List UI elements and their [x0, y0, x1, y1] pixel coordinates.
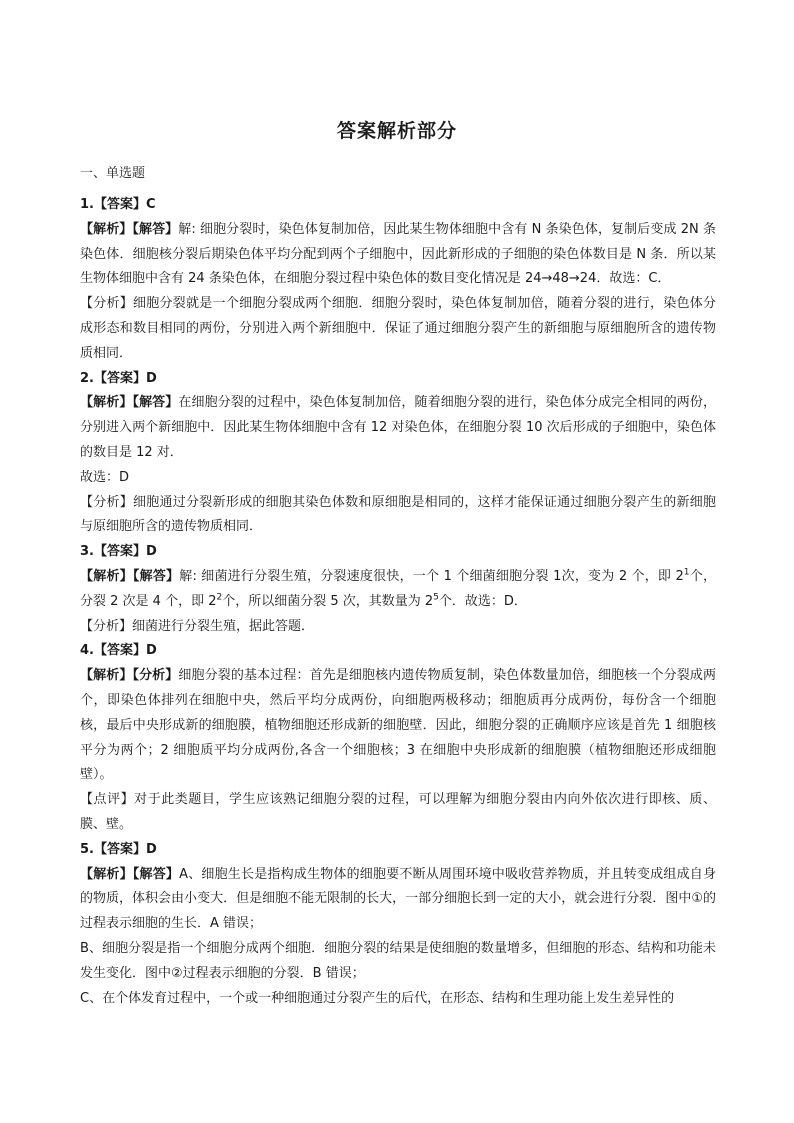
q5-analysis-a-text: A、细胞生长是指构成生物体的细胞要不断从周围环境中吸收营养物质，并且转变成组成自身的物质，体积会由小变大．但是细胞不能无限制的长大，一部分细胞长到一定的大小，就会进行分裂．图中①的过程表示细胞的生长．A 错误； [80, 866, 716, 932]
q4-comment-text: 对于此类题目，学生应该熟记细胞分裂的过程，可以理解为细胞分裂由内向外依次进行即核、质、膜、壁。 [80, 792, 716, 832]
section-heading: 一、单选题 [80, 166, 146, 181]
q2-fenxi-tag: 【分析】 [80, 494, 134, 510]
q4-analysis-text: 细胞分裂的基本过程：首先是细胞核内遗传物质复制，染色体数量加倍，细胞核一个分裂成两个，即染色体排列在细胞中央，然后平均分成两份，向细胞两极移动；细胞质再分成两份，每份含一个细胞核，最后中央形成新的细胞膜，植物细胞还形成新的细胞壁．因此，细胞分裂的正确顺序应该是首先 1 细胞核平分为两个；2 细胞质平均分成两份,各含一个细胞核；3 在细胞中央形成新的细胞膜（植物细胞还形成细胞壁）。 [80, 668, 716, 783]
q1-analysis-tag: 【解析】【解答】 [80, 221, 179, 237]
q3-analysis-part-2: 个，分裂 2 次是 4 个，即 2 [80, 568, 716, 609]
q2-answer: D [146, 370, 157, 386]
q2-analysis-text: 在细胞分裂的过程中，染色体复制加倍，随着细胞分裂的进行，染色体分成完全相同的两份，分别进入两个新细胞中．因此某生物体细胞中含有 12 对染色体，在细胞分裂 10 次后形成的子细胞中，染色体的数目是 12 对． [80, 395, 716, 460]
q3-exponent-2: 2 [216, 592, 223, 603]
q4-number: 4. [80, 643, 94, 659]
q1-fenxi [80, 292, 716, 366]
q5-number: 5. [80, 841, 94, 857]
q5-analysis-b: B、细胞分裂是指一个细胞分成两个细胞．细胞分裂的结果是使细胞的数量增多，但细胞的形态、结构和功能未发生变化．图中②过程表示细胞的分裂．B 错误； [80, 940, 716, 981]
q3-analysis-part-1: 解: 细菌进行分裂生殖，分裂速度很快，一个 1 个细菌细胞分裂 1次，变为 2 个，即 2 [179, 568, 684, 584]
q1-number: 1. [80, 197, 94, 212]
q4-answer-tag: 【答案】 [93, 643, 146, 659]
q2-fenxi-text: 细胞通过分裂新形成的细胞其染色体数和原细胞是相同的，这样才能保证通过细胞分裂产生的新细胞与原细胞所含的遗传物质相同． [80, 494, 716, 535]
q1-analysis-text: 解: 细胞分裂时，染色体复制加倍，因此某生物体细胞中含有 N 条染色体，复制后变成 2N 条染色体．细胞核分裂后期染色体平均分配到两个子细胞中，因此新形成的子细胞的染色体数目是 N 条．所以某生物体细胞中含有 24 条染色体，在细胞分裂过程中染色体的数目变化情况是 24→48→24．故选：C． [80, 221, 716, 287]
q3-analysis-part-4: 个．故选：D． [438, 593, 527, 609]
q1-answer-tag: 【答案】 [93, 197, 146, 212]
q3-fenxi-tag: 【分析】 [80, 618, 133, 634]
q2-answer-tag: 【答案】 [93, 370, 146, 386]
q3-analysis-tag: 【解析】【解答】 [80, 568, 180, 584]
q5-analysis-tag: 【解析】【解答】 [80, 866, 180, 882]
q3-analysis [80, 565, 716, 615]
q1-analysis [80, 218, 716, 292]
q5-analysis-c: C、在个体发育过程中，一个或一种细胞通过分裂产生的后代，在形态、结构和生理功能上发生差异性的 [80, 990, 675, 1006]
q4-answer: D [146, 643, 157, 659]
q4-analysis [80, 664, 716, 788]
q2-number: 2. [80, 370, 94, 386]
q3-answer: D [146, 544, 157, 560]
q1-fenxi-tag: 【分析】 [80, 296, 134, 312]
q1-answer-line [80, 193, 716, 218]
q2-analysis-tag: 【解析】【解答】 [80, 395, 179, 411]
q3-fenxi-text: 细菌进行分裂生殖，据此答题． [132, 618, 315, 634]
q2-choice: 故选：D [80, 469, 130, 485]
q3-fenxi [80, 615, 716, 640]
q3-answer-tag: 【答案】 [93, 544, 146, 560]
q2-analysis [80, 391, 716, 465]
q2-answer-line [80, 367, 716, 392]
q5-answer: D [146, 841, 157, 857]
q3-exponent-1: 1 [683, 567, 690, 578]
q1-answer: C [146, 197, 156, 212]
q3-number: 3. [80, 544, 94, 560]
q1-fenxi-text: 细胞分裂就是一个细胞分裂成两个细胞．细胞分裂时，染色体复制加倍，随着分裂的进行，染色体分成形态和数目相同的两份，分别进入两个新细胞中．保证了通过细胞分裂产生的新细胞与原细胞所含的遗传物质相同． [80, 296, 716, 361]
q4-analysis-tag: 【解析】【分析】 [80, 668, 179, 684]
q3-exponent-3: 5 [433, 592, 439, 603]
q5-analysis-a [80, 863, 716, 937]
q2-fenxi [80, 491, 716, 541]
q3-analysis-part-3: 个，所以细菌分裂 5 次，其数量为 2 [222, 593, 434, 609]
q4-comment-tag: 【点评】 [80, 792, 135, 808]
q5-answer-line [80, 838, 716, 863]
q4-comment [80, 788, 716, 838]
q3-answer-line [80, 540, 716, 565]
q5-answer-tag: 【答案】 [93, 841, 146, 857]
page-title: 答案解析部分 [336, 120, 457, 142]
answer-body [80, 193, 716, 1011]
q4-answer-line [80, 639, 716, 664]
